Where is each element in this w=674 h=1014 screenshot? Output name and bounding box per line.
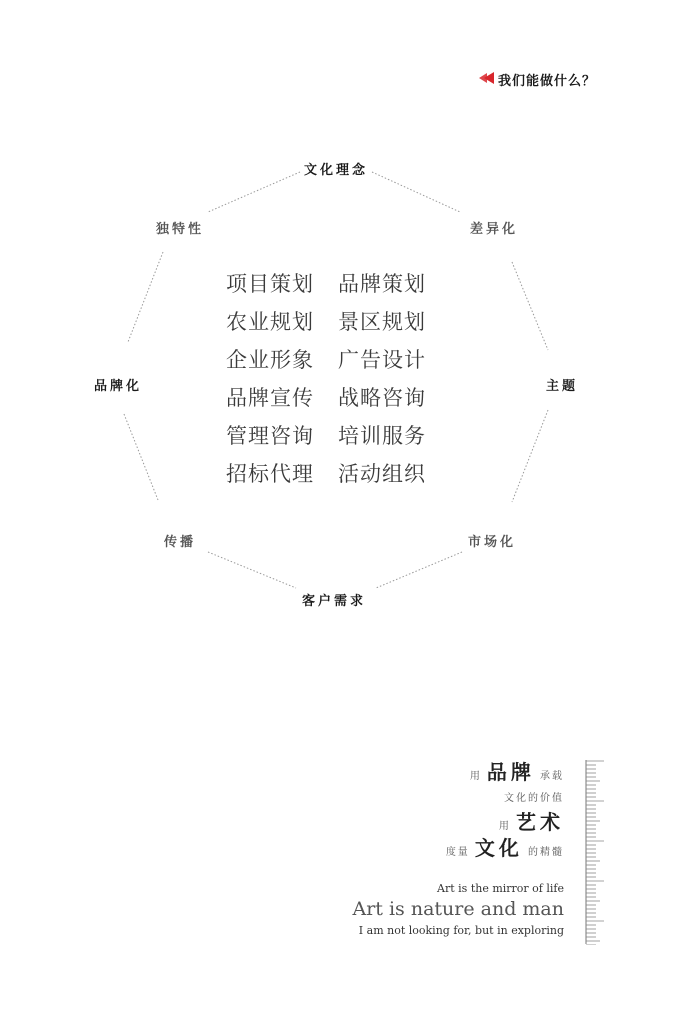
english-line-2: Art is nature and man <box>352 898 564 920</box>
node-culture-concept: 文化理念 <box>304 163 369 178</box>
slogan-text: 用 <box>498 821 511 832</box>
ruler-decoration <box>584 760 604 945</box>
service-item: 品牌宣传 <box>226 386 314 410</box>
slogan-text: 的精髓 <box>528 847 564 858</box>
services-grid <box>226 272 450 486</box>
node-theme: 主题 <box>546 379 579 394</box>
service-item: 品牌策划 <box>338 272 426 296</box>
service-item: 项目策划 <box>226 272 314 296</box>
slogan-text: 度量 <box>445 847 470 858</box>
slogan-block <box>324 762 564 858</box>
node-branding: 品牌化 <box>94 379 143 394</box>
service-item: 培训服务 <box>338 424 426 448</box>
service-item: 广告设计 <box>338 348 426 372</box>
slogan-text: 承载 <box>540 771 564 782</box>
service-item: 管理咨询 <box>226 424 314 448</box>
service-item: 农业规划 <box>226 310 314 334</box>
slogan-emphasis: 品牌 <box>486 760 535 784</box>
english-line-1: Art is the mirror of life <box>437 882 564 895</box>
slogan-emphasis: 艺术 <box>516 810 564 834</box>
slogan-text: 文化的价值 <box>504 793 564 804</box>
service-item: 企业形象 <box>226 348 314 372</box>
service-item: 景区规划 <box>338 310 426 334</box>
slogan-emphasis: 文化 <box>474 836 523 860</box>
slogan-text: 用 <box>469 771 482 782</box>
header-title: 我们能做什么？ <box>498 74 597 89</box>
node-uniqueness: 独特性 <box>156 222 205 237</box>
service-item: 战略咨询 <box>338 386 426 410</box>
service-item: 活动组织 <box>338 462 426 486</box>
english-line-3: I am not looking for, but in exploring <box>358 924 564 937</box>
node-communication: 传播 <box>164 535 197 550</box>
node-marketization: 市场化 <box>468 535 517 550</box>
node-customer-demand: 客户需求 <box>302 594 367 609</box>
node-differentiation: 差异化 <box>470 222 519 237</box>
service-item: 招标代理 <box>226 462 314 486</box>
